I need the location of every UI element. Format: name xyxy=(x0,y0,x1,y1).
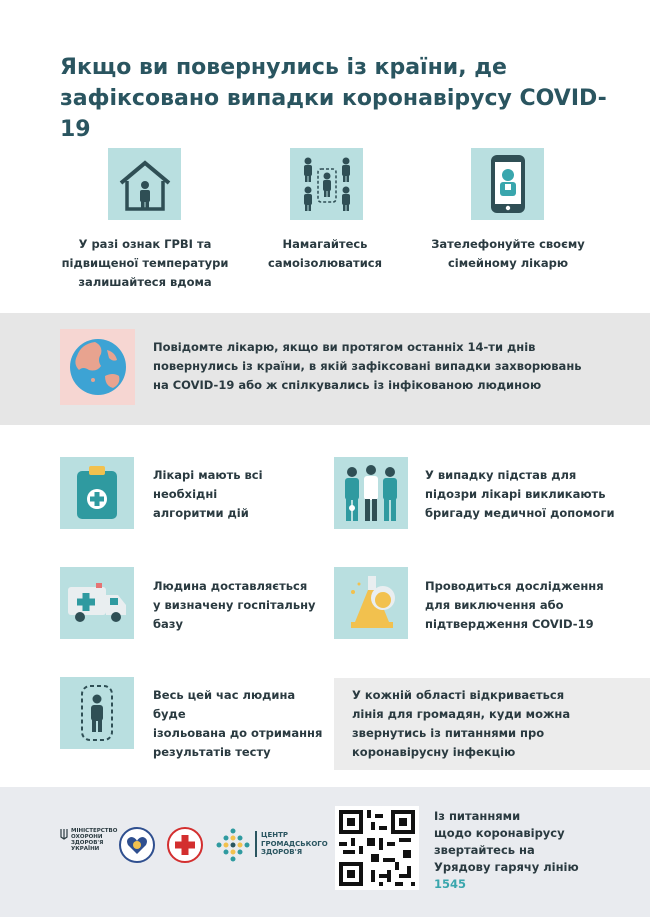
house-person-icon xyxy=(108,148,181,220)
heart-emblem-logo xyxy=(118,826,156,864)
title-line-1: Якщо ви повернулись із країни, де xyxy=(60,55,507,80)
algorithms-text xyxy=(153,466,328,523)
regional-line-1: У кожній області відкривається xyxy=(352,688,565,702)
isolated-person-icon xyxy=(60,677,134,749)
call-doctor-line-2: сімейному лікарю xyxy=(447,256,569,270)
call-doctor-caption xyxy=(418,235,598,273)
government-hotline-text xyxy=(434,808,579,893)
center-line-3: ЗДОРОВ'Я xyxy=(261,848,303,856)
hospital-line-3: базу xyxy=(153,617,183,631)
hospital-line-1: Людина доставляється xyxy=(153,579,308,593)
notify-doctor-text xyxy=(153,338,623,395)
algorithms-line-2: алгоритми дій xyxy=(153,506,249,520)
ministry-line-2: ОХОРОНИ xyxy=(71,834,103,840)
notify-line-3: на COVID-19 або ж спілкувались із інфікованою людиною xyxy=(153,378,542,392)
title-line-2: зафіксовано випадки коронавірусу COVID-19 xyxy=(60,86,607,142)
trident-icon xyxy=(60,828,68,840)
globe-icon xyxy=(60,329,135,405)
ministry-logo xyxy=(60,828,116,862)
brigade-line-2: підозри лікарі викликають xyxy=(425,487,606,501)
research-line-3: підтвердження COVID-19 xyxy=(425,617,594,631)
research-line-2: для виключення або xyxy=(425,598,564,612)
isolated-line-3: результатів тесту xyxy=(153,745,271,759)
stay-home-line-3: залишайтеся вдома xyxy=(78,275,212,289)
regional-line-2: лінія для громадян, куди можна xyxy=(352,707,571,721)
notify-line-1: Повідомте лікарю, якщо ви протягом останніх 14-ти днів xyxy=(153,340,536,354)
phone-doctor-icon xyxy=(471,148,544,220)
regional-line-3: звернутись із питаннями про xyxy=(352,726,545,740)
ministry-line-3: ЗДОРОВ'Я xyxy=(71,840,104,846)
lab-flask-icon xyxy=(334,567,408,639)
notify-line-2: повернулись із країни, в якій зафіксовані випадки захворювань xyxy=(153,359,582,373)
ambulance-icon xyxy=(60,567,134,639)
hotline-number[interactable]: 1545 xyxy=(434,877,467,891)
public-health-center-logo xyxy=(215,826,328,864)
clipboard-medical-icon xyxy=(60,457,134,529)
brigade-text xyxy=(425,466,645,523)
stay-home-line-2: підвищеної температури xyxy=(61,256,229,270)
hotline-line-3: звертайтесь на xyxy=(434,843,535,857)
isolated-line-2: ізольована до отримання xyxy=(153,726,323,740)
page-title xyxy=(60,52,620,145)
stay-home-line-1: У разі ознак ГРВІ та xyxy=(78,237,212,251)
self-isolate-line-1: Намагайтесь xyxy=(282,237,368,251)
brigade-line-3: бригаду медичної допомоги xyxy=(425,506,615,520)
center-line-1: ЦЕНТР xyxy=(261,831,289,839)
hotline-line-1: Із питаннями xyxy=(434,809,521,823)
regional-line-4: коронавірусну інфекцію xyxy=(352,745,516,759)
hotline-line-4: Урядову гарячу лінію xyxy=(434,860,579,874)
hotline-line-2: щодо коронавірусу xyxy=(434,826,565,840)
research-line-1: Проводиться дослідження xyxy=(425,579,604,593)
isolated-text xyxy=(153,686,328,762)
medical-team-icon xyxy=(334,457,408,529)
red-cross-logo xyxy=(166,826,204,864)
brigade-line-1: У випадку підстав для xyxy=(425,468,577,482)
algorithms-line-1: Лікарі мають всі необхідні xyxy=(153,468,263,501)
regional-hotline-text xyxy=(352,686,642,762)
isolated-line-1: Весь цей час людина буде xyxy=(153,688,296,721)
center-line-2: ГРОМАДСЬКОГО xyxy=(261,839,328,848)
ministry-line-1: МІНІСТЕРСТВО xyxy=(71,828,118,834)
research-text xyxy=(425,577,645,634)
ministry-line-4: УКРАЇНИ xyxy=(71,846,100,852)
self-isolate-caption xyxy=(240,235,410,273)
self-isolate-line-2: самоізолюватися xyxy=(268,256,382,270)
hospital-line-2: у визначену госпітальну xyxy=(153,598,316,612)
call-doctor-line-1: Зателефонуйте своєму xyxy=(431,237,585,251)
dots-emblem-icon xyxy=(215,827,251,863)
stay-home-caption xyxy=(55,235,235,292)
hospital-text xyxy=(153,577,328,634)
qr-code[interactable] xyxy=(335,806,419,890)
people-isolation-icon xyxy=(290,148,363,220)
